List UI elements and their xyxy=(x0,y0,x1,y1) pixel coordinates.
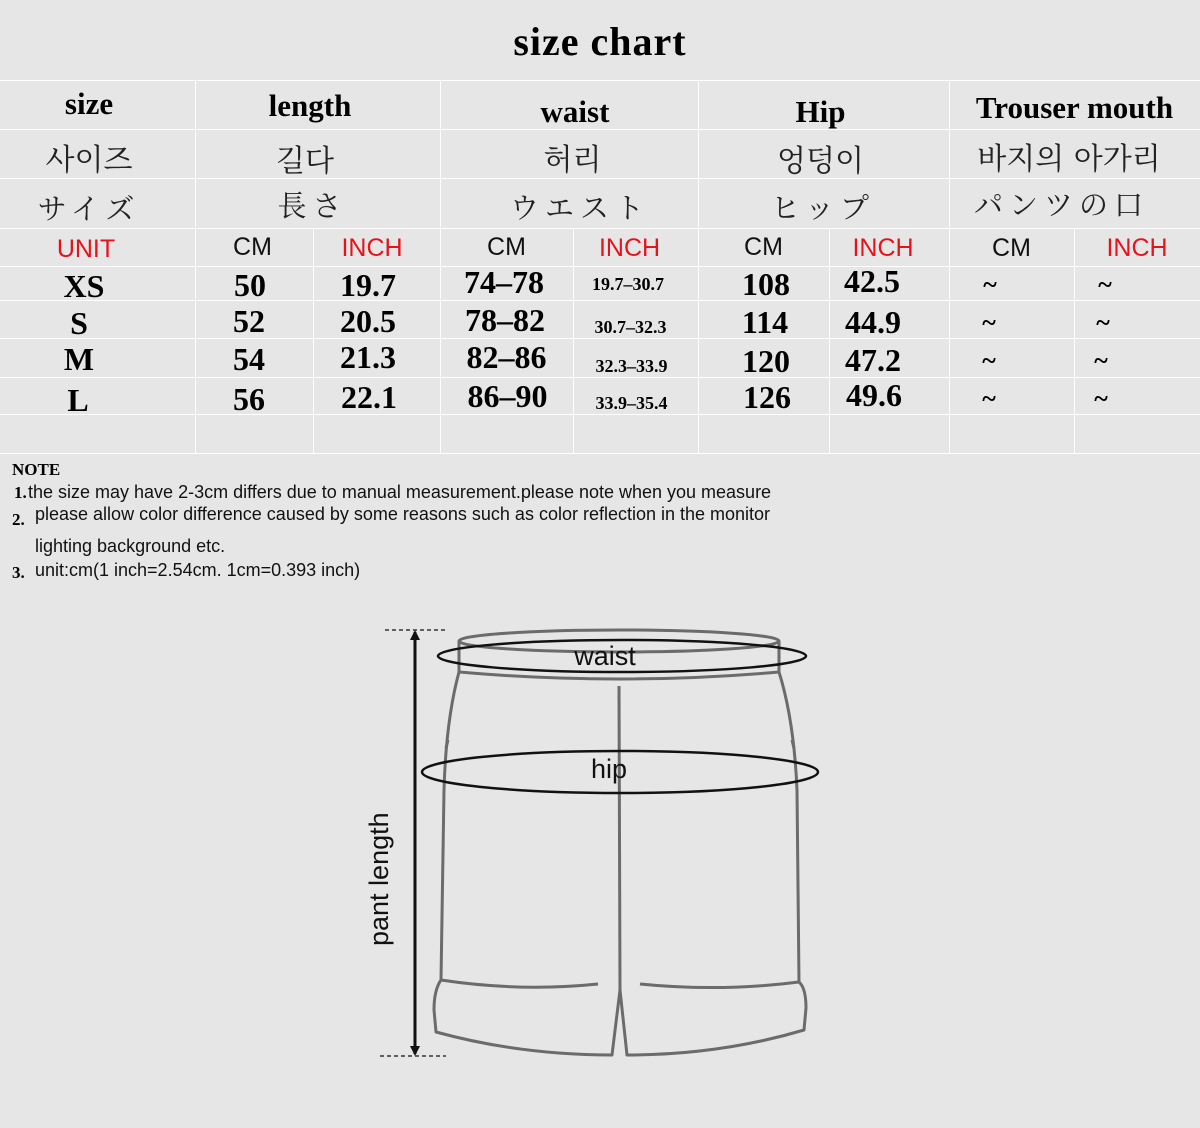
header-size: size xyxy=(64,86,114,121)
size-label: XS xyxy=(63,268,105,304)
arrow-down-icon xyxy=(410,1046,420,1056)
mouth-inch-unit: INCH xyxy=(1106,234,1168,262)
hip-inch-value: 47.2 xyxy=(845,342,901,378)
header-trouser-mouth-ja: パンツの口 xyxy=(973,188,1149,222)
mouth-inch-value: ~ xyxy=(1094,346,1108,375)
length-cm-value: 56 xyxy=(233,381,265,417)
note-text: unit:cm(1 inch=2.54cm. 1cm=0.393 inch) xyxy=(35,560,361,580)
note-number: 2. xyxy=(12,510,25,529)
mouth-inch-value: ~ xyxy=(1098,270,1112,299)
size-label: S xyxy=(70,305,88,341)
waist-inch-value: 33.9–35.4 xyxy=(595,393,668,413)
header-hip-ja: ヒップ xyxy=(770,191,876,225)
size-label: L xyxy=(67,382,89,418)
waist-cm-value: 78–82 xyxy=(465,302,545,338)
note-text: the size may have 2-3cm differs due to manual measurement.please note when you measure xyxy=(28,482,772,502)
header-waist-ja: ウエスト xyxy=(509,191,650,225)
mouth-inch-value: ~ xyxy=(1096,308,1110,337)
hip-cm-value: 126 xyxy=(743,379,791,415)
length-inch-value: 21.3 xyxy=(340,339,396,375)
waist-inch-value: 32.3–33.9 xyxy=(595,356,668,376)
note-text-continued: lighting background etc. xyxy=(35,536,226,556)
length-inch-value: 19.7 xyxy=(340,267,396,303)
header-length-ko: 길다 xyxy=(276,144,334,179)
length-cm-value: 50 xyxy=(234,267,266,303)
size-label: M xyxy=(63,341,95,377)
hip-inch-value: 49.6 xyxy=(846,377,902,413)
pant-length-label: pant length xyxy=(364,812,394,946)
note-number: 1. xyxy=(14,483,27,502)
note-number: 3. xyxy=(12,563,25,582)
hip-label: hip xyxy=(590,754,628,784)
hip-inch-value: 42.5 xyxy=(844,263,900,299)
note-text: please allow color difference caused by some reasons such as color reflection in the monitor xyxy=(35,504,771,524)
header-hip-ko: 엉덩이 xyxy=(777,144,864,179)
hip-inch-value: 44.9 xyxy=(845,304,901,340)
waist-cm-unit: CM xyxy=(487,233,526,261)
waist-cm-value: 86–90 xyxy=(467,378,548,414)
waist-inch-value: 19.7–30.7 xyxy=(592,274,664,294)
header-length-ja: 長さ xyxy=(277,189,348,223)
mouth-inch-value: ~ xyxy=(1094,384,1108,413)
shorts-outline xyxy=(434,630,806,1055)
header-trouser-mouth-ko: 바지의 아가리 xyxy=(977,142,1161,177)
shorts-diagram xyxy=(0,600,1200,1080)
arrow-up-icon xyxy=(410,630,420,640)
header-waist: waist xyxy=(540,94,610,129)
unit-label: UNIT xyxy=(56,235,116,263)
header-waist-ko: 허리 xyxy=(543,143,602,178)
waist-cm-value: 74–78 xyxy=(464,264,544,300)
mouth-cm-value: ~ xyxy=(982,308,996,337)
hip-inch-unit: INCH xyxy=(852,234,914,262)
mouth-cm-value: ~ xyxy=(982,346,996,375)
waist-cm-value: 82–86 xyxy=(466,339,547,375)
header-size-ja: サイズ xyxy=(37,192,141,226)
waist-label: waist xyxy=(574,641,636,671)
hip-cm-value: 108 xyxy=(742,266,790,302)
length-inch-value: 20.5 xyxy=(340,303,396,339)
mouth-cm-unit: CM xyxy=(992,234,1031,262)
note-heading: NOTE xyxy=(12,460,61,479)
waist-inch-unit: INCH xyxy=(598,234,661,262)
header-hip: Hip xyxy=(795,94,846,129)
header-length: length xyxy=(268,88,352,123)
hip-cm-value: 114 xyxy=(741,304,789,340)
page-title: size chart xyxy=(513,19,687,64)
hip-cm-value: 120 xyxy=(742,343,790,379)
length-cm-unit: CM xyxy=(233,233,272,261)
length-inch-value: 22.1 xyxy=(341,379,397,415)
length-cm-value: 54 xyxy=(233,341,265,377)
length-cm-value: 52 xyxy=(233,303,265,339)
size-table xyxy=(0,0,1200,460)
header-size-ko: 사이즈 xyxy=(45,143,133,178)
header-trouser-mouth: Trouser mouth xyxy=(975,90,1174,125)
mouth-cm-value: ~ xyxy=(983,270,997,299)
mouth-cm-value: ~ xyxy=(982,384,996,413)
waist-inch-value: 30.7–32.3 xyxy=(594,317,667,337)
hip-cm-unit: CM xyxy=(744,233,783,261)
length-inch-unit: INCH xyxy=(341,234,403,262)
